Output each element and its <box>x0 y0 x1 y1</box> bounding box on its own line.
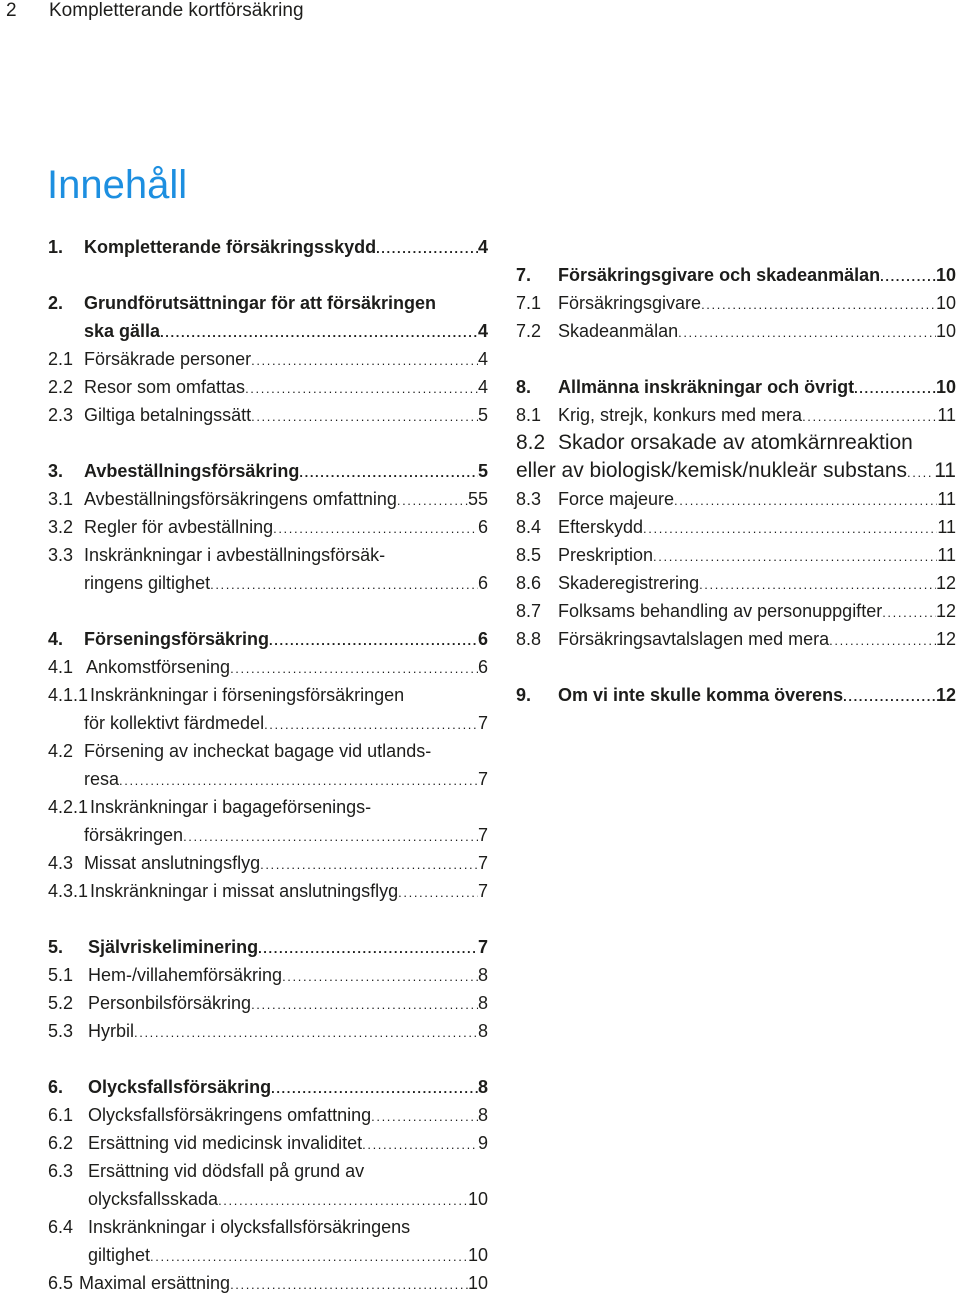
dot-leader <box>119 765 478 793</box>
toc-entry-number: 4.3.1 <box>48 881 89 901</box>
toc-chapter-entry <box>48 625 488 653</box>
toc-entry <box>516 597 956 625</box>
toc-entry-page: 6 <box>477 517 488 537</box>
dot-leader <box>271 1073 478 1101</box>
toc-chapter-entry <box>48 933 488 961</box>
toc-entry <box>48 541 488 569</box>
dot-leader <box>362 1129 478 1157</box>
dot-leader <box>653 541 937 569</box>
toc-entry-number: 2.2 <box>48 377 74 397</box>
toc-entry-page: 8 <box>477 1021 488 1041</box>
toc-entry-number: 3. <box>48 461 64 481</box>
toc-entry <box>48 821 488 849</box>
toc-entry <box>516 541 956 569</box>
toc-entry-number: 5.1 <box>48 965 74 985</box>
dot-leader <box>397 485 468 513</box>
toc-entry-label: Krig, strejk, konkurs med mera <box>558 405 803 425</box>
toc-entry-label: Force majeure <box>558 489 675 509</box>
toc-chapter-entry <box>516 681 956 709</box>
toc-entry-page: 8 <box>477 1077 488 1097</box>
toc-entry-label: eller av biologisk/kemisk/nukleär substans <box>516 459 908 482</box>
toc-entry-label: Preskription <box>558 545 654 565</box>
toc-entry-number: 8.5 <box>516 545 542 565</box>
toc-entry-number: 5.2 <box>48 993 74 1013</box>
toc-entry-page: 10 <box>467 1273 488 1293</box>
toc-entry-label: Inskränkningar i missat anslutningsflyg <box>90 881 399 901</box>
toc-entry <box>48 1269 488 1297</box>
toc-entry-page: 5 <box>477 405 488 425</box>
toc-entry <box>516 401 956 429</box>
dot-leader <box>230 653 478 681</box>
toc-entry-label: Självriskeliminering <box>88 937 259 957</box>
toc-entry-label: Förseningsförsäkring <box>84 629 270 649</box>
toc-entry-label: Maximal ersättning <box>79 1273 231 1293</box>
toc-entry-label: Avbeställningsförsäkringens omfattning <box>84 489 397 509</box>
toc-entry-page: 6 <box>477 573 488 593</box>
toc-entry-number: 5.3 <box>48 1021 74 1041</box>
toc-entry <box>48 849 488 877</box>
toc-entry-label: Folksams behandling av personuppgifter <box>558 601 883 621</box>
toc-entry <box>48 1157 488 1185</box>
toc-entry-number: 6.2 <box>48 1133 74 1153</box>
toc-entry-label: Hyrbil <box>88 1021 135 1041</box>
dot-leader <box>843 681 936 709</box>
toc-entry-number: 4. <box>48 629 64 649</box>
toc-entry-label: Giltiga betalningssätt <box>84 405 252 425</box>
toc-entry-label: Försäkrade personer <box>84 349 252 369</box>
toc-entry-number: 6.4 <box>48 1217 74 1237</box>
toc-entry <box>48 1129 488 1157</box>
toc-entry-number: 8. <box>516 377 532 397</box>
toc-entry-number: 4.1 <box>48 657 74 677</box>
toc-entry-page: 4 <box>477 349 488 369</box>
toc-entry-label: Grundförutsättningar för att försäkringen <box>84 293 437 313</box>
toc-entry-page: 12 <box>935 601 956 621</box>
toc-entry-label: för kollektivt färdmedel <box>84 713 265 733</box>
toc-entry-page: 4 <box>477 377 488 397</box>
toc-entry-number: 3.1 <box>48 489 74 509</box>
toc-entry-number: 8.7 <box>516 601 542 621</box>
toc-entry-number: 7. <box>516 265 532 285</box>
toc-entry-number: 8.1 <box>516 405 542 425</box>
toc-entry-label: Ersättning vid medicinsk invaliditet <box>88 1133 363 1153</box>
toc-entry <box>48 709 488 737</box>
toc-entry <box>48 793 488 821</box>
dot-leader <box>854 373 936 401</box>
toc-entry-number: 3.3 <box>48 545 74 565</box>
toc-entry-page: 11 <box>937 405 956 425</box>
toc-entry-page: 7 <box>477 881 488 901</box>
toc-chapter-entry <box>48 1073 488 1101</box>
dot-leader <box>282 961 478 989</box>
dot-leader <box>273 513 478 541</box>
toc-entry-label: Skador orsakade av atomkärnreaktion <box>558 431 913 454</box>
toc-entry-label: Kompletterande försäkringsskydd <box>84 237 377 257</box>
toc-entry-page: 12 <box>935 685 956 705</box>
toc-entry-label: Resor som omfattas <box>84 377 246 397</box>
toc-entry-label: Allmänna inskräkningar och övrigt <box>558 377 855 397</box>
toc-entry <box>48 961 488 989</box>
toc-entry-number: 8.2 <box>516 431 546 454</box>
toc-entry-number: 7.2 <box>516 321 542 341</box>
dot-leader <box>299 457 478 485</box>
dot-leader <box>880 261 936 289</box>
toc-chapter-entry <box>516 261 956 289</box>
toc-entry <box>48 681 488 709</box>
dot-leader <box>183 821 478 849</box>
toc-entry-label: Skaderegistrering <box>558 573 700 593</box>
dot-leader <box>230 1269 468 1297</box>
toc-entry-page: 10 <box>467 1189 488 1209</box>
toc-entry <box>48 765 488 793</box>
toc-entry-number: 6. <box>48 1077 64 1097</box>
toc-entry-label: resa <box>84 769 120 789</box>
toc-entry-page: 6 <box>477 629 488 649</box>
toc-entry-page: 9 <box>477 1133 488 1153</box>
toc-entry <box>48 1185 488 1213</box>
toc-entry-page: 4 <box>477 321 488 341</box>
toc-entry-page: 8 <box>477 993 488 1013</box>
dot-leader <box>674 485 937 513</box>
toc-entry <box>48 877 488 905</box>
dot-leader <box>701 289 936 317</box>
toc-entry-number: 3.2 <box>48 517 74 537</box>
toc-entry-number: 8.4 <box>516 517 542 537</box>
toc-entry-label: Inskränkningar i avbeställningsförsäk- <box>84 545 386 565</box>
dot-leader <box>398 877 478 905</box>
toc-entry <box>48 513 488 541</box>
toc-entry <box>48 569 488 597</box>
toc-entry-page: 11 <box>937 517 956 537</box>
toc-entry-label: Regler för avbeställning <box>84 517 274 537</box>
dot-leader <box>160 317 478 345</box>
toc-entry-page: 8 <box>477 1105 488 1125</box>
toc-entry <box>48 1241 488 1269</box>
toc-entry-page: 10 <box>467 1245 488 1265</box>
toc-entry-number: 2. <box>48 293 64 313</box>
toc-entry-number: 6.5 <box>48 1273 74 1293</box>
toc-entry-number: 2.1 <box>48 349 74 369</box>
toc-entry-page: 10 <box>935 377 956 397</box>
dot-leader <box>260 849 478 877</box>
toc-entry-page: 8 <box>477 965 488 985</box>
toc-entry-number: 4.2 <box>48 741 74 761</box>
dot-leader <box>218 1185 468 1213</box>
toc-entry-label: giltighet <box>88 1245 151 1265</box>
toc-entry-label: Försäkringsgivare <box>558 293 702 313</box>
toc-entry-page: 7 <box>477 937 488 957</box>
dot-leader <box>264 709 478 737</box>
dot-leader <box>802 401 937 429</box>
toc-chapter-entry <box>48 289 488 317</box>
toc-entry-number: 8.3 <box>516 489 542 509</box>
toc-entry <box>516 513 956 541</box>
dot-leader <box>245 373 478 401</box>
toc-entry-label: Ersättning vid dödsfall på grund av <box>88 1161 365 1181</box>
toc-entry-page: 10 <box>935 321 956 341</box>
toc-entry <box>48 737 488 765</box>
toc-entry-label: Ankomstförsening <box>86 657 231 677</box>
toc-entry-page: 11 <box>937 489 956 509</box>
toc-entry-number: 4.3 <box>48 853 74 873</box>
toc-entry-label: Efterskydd <box>558 517 644 537</box>
dot-leader <box>699 569 936 597</box>
toc-entry <box>48 401 488 429</box>
toc-chapter-entry <box>48 317 488 345</box>
toc-entry-label: Inskränkningar i förseningsförsäkringen <box>90 685 405 705</box>
toc-chapter-entry <box>48 233 488 261</box>
toc-entry-label: Personbilsförsäkring <box>88 993 252 1013</box>
dot-leader <box>251 345 478 373</box>
toc-entry-page: 7 <box>477 713 488 733</box>
toc-entry <box>516 457 956 485</box>
toc-entry <box>516 569 956 597</box>
toc-entry-number: 4.1.1 <box>48 685 89 705</box>
toc-entry-number: 9. <box>516 685 532 705</box>
toc-entry-label: Olycksfallsförsäkring <box>88 1077 272 1097</box>
toc-entry-page: 12 <box>935 573 956 593</box>
toc-chapter-entry <box>48 457 488 485</box>
toc-entry-page: 11 <box>937 545 956 565</box>
toc-entry-number: 7.1 <box>516 293 542 313</box>
toc-entry <box>516 485 956 513</box>
dot-leader <box>907 457 934 485</box>
dot-leader <box>882 597 936 625</box>
toc-entry-label: Försening av incheckat bagage vid utlands- <box>84 741 432 761</box>
toc-entry-label: ska gälla <box>84 321 161 341</box>
toc-entry-page: 4 <box>477 237 488 257</box>
toc-entry-number: 4.2.1 <box>48 797 89 817</box>
toc-chapter-entry <box>516 373 956 401</box>
toc-entry-page: 6 <box>477 657 488 677</box>
toc-entry-label: Inskränkningar i olycksfallsförsäkringens <box>88 1217 411 1237</box>
toc-entry-label: Hem-/villahemförsäkring <box>88 965 283 985</box>
toc-entry-page: 11 <box>934 459 956 482</box>
dot-leader <box>258 933 478 961</box>
toc-entry <box>48 373 488 401</box>
toc-entry <box>516 317 956 345</box>
toc-entry <box>516 429 956 457</box>
toc-entry-number: 8.8 <box>516 629 542 649</box>
toc-entry <box>48 1213 488 1241</box>
toc-entry-page: 10 <box>935 265 956 285</box>
toc-entry-page: 7 <box>477 769 488 789</box>
toc-entry-page: 7 <box>477 825 488 845</box>
dot-leader <box>376 233 478 261</box>
dot-leader <box>269 625 478 653</box>
toc-entry-label: Missat anslutningsflyg <box>84 853 261 873</box>
toc-entry-label: olycksfallsskada <box>88 1189 219 1209</box>
page-number: 2 <box>6 0 17 21</box>
toc-entry-page: 10 <box>935 293 956 313</box>
toc-entry-label: Inskränkningar i bagageförsenings- <box>90 797 372 817</box>
toc-entry-page: 55 <box>467 489 488 509</box>
toc-entry-label: Om vi inte skulle komma överens <box>558 685 844 705</box>
toc-entry <box>48 1017 488 1045</box>
page-title: Innehåll <box>47 163 188 207</box>
toc-entry-label: Försäkringsgivare och skadeanmälan <box>558 265 881 285</box>
toc-entry-number: 2.3 <box>48 405 74 425</box>
dot-leader <box>150 1241 468 1269</box>
toc-entry-label: Försäkringsavtalslagen med mera <box>558 629 830 649</box>
dot-leader <box>251 401 478 429</box>
toc-entry-number: 8.6 <box>516 573 542 593</box>
toc-entry-label: ringens giltighet <box>84 573 211 593</box>
dot-leader <box>134 1017 478 1045</box>
toc-entry-number: 6.1 <box>48 1105 74 1125</box>
toc-entry <box>48 653 488 681</box>
dot-leader <box>251 989 478 1017</box>
toc-entry-label: försäkringen <box>84 825 184 845</box>
toc-entry <box>48 345 488 373</box>
toc-entry <box>48 485 488 513</box>
toc-entry-page: 12 <box>935 629 956 649</box>
toc-entry-label: Olycksfallsförsäkringens omfattning <box>88 1105 372 1125</box>
toc-entry-number: 6.3 <box>48 1161 74 1181</box>
dot-leader <box>210 569 478 597</box>
toc-entry-label: Skadeanmälan <box>558 321 679 341</box>
toc-entry-number: 1. <box>48 237 64 257</box>
dot-leader <box>643 513 937 541</box>
dot-leader <box>371 1101 478 1129</box>
toc-entry <box>48 1101 488 1129</box>
dot-leader <box>678 317 936 345</box>
header-title: Kompletterande kortförsäkring <box>49 0 304 21</box>
toc-entry-page: 7 <box>477 853 488 873</box>
toc-entry-label: Avbeställningsförsäkring <box>84 461 300 481</box>
toc-entry-number: 5. <box>48 937 64 957</box>
dot-leader <box>829 625 936 653</box>
toc-entry <box>516 289 956 317</box>
toc-entry <box>48 989 488 1017</box>
toc-entry <box>516 625 956 653</box>
toc-entry-page: 5 <box>477 461 488 481</box>
